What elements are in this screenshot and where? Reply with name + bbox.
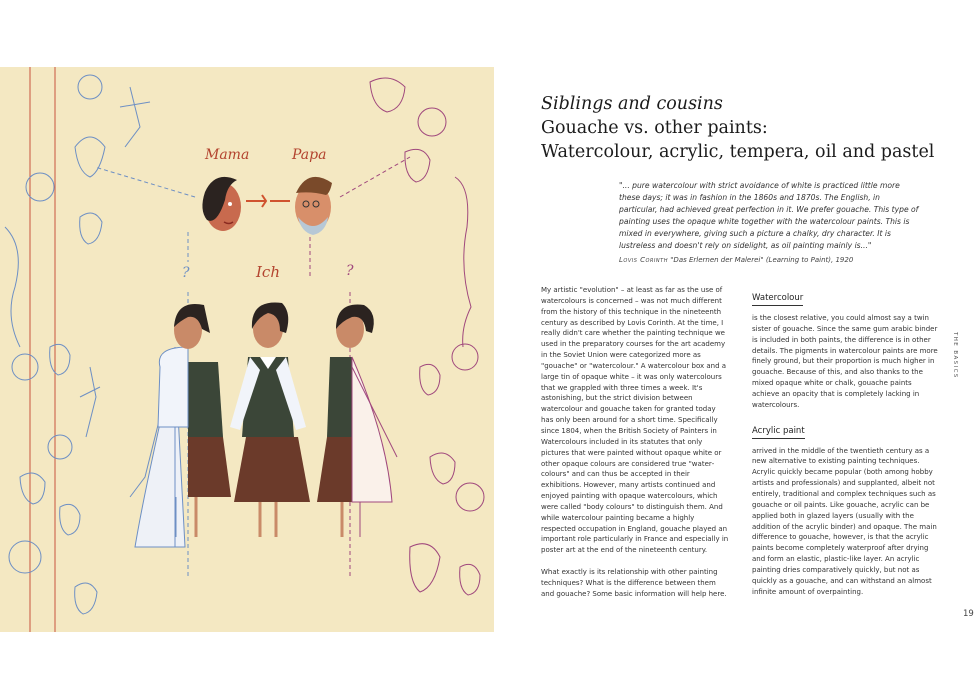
body-paragraph-1: My artistic "evolution" – at least as far as the use of watercolours is concerned – was not much different from the history of this technique in the nineteenth century as described by Lovis Corinth. At the time, I really didn't care whether the painting technique we used in the preparatory courses for the art academy in the Soviet Union were categorized more as "gouache" or "watercolour." A watercolour box and a large tin of opaque white – it was only watercolours that we grappled with three times a week. It's astonishing, but the strict division between watercolour and gouache taken for granted today has only been around for a short time. Specifically since 1804, when the British Society of Painters in Watercolours included in its statutes that only pictures that were painted without opaque white or other opaque colours are considered true "watercolours" and can thus be accepted in their exhibitions. However, many artists continued and enjoyed painting with opaque watercolours, which were called "body colours" to distinguish them. And while watercolour painting became a highly respected occupation in England, gouache played an important role particularly in France and especially in poster art at the end of the nineteenth century.: [541, 286, 729, 555]
girl-left: [130, 304, 231, 547]
watercolour-paragraph: is the closest relative, you could almost say a twin sister of gouache. Since the same gum arabic binder is included in both paints, the difference is in other details. The pigments in watercolour paints are more finely ground, but their proportion is much higher in gouache. Because of this, and also thanks to the mixed opaque white or chalk, gouache paints achieve an opacity that is completely lacking in watercolours.: [752, 314, 938, 409]
title-line-1: Siblings and cousins: [541, 94, 723, 114]
mama-face: [202, 177, 241, 231]
section-side-label: THE BASICS: [952, 332, 958, 379]
girl-middle: [230, 303, 310, 537]
quote-text: "... pure watercolour with strict avoidance of white is practiced little more these days; it was in fashion in the 1860s and 1870s. The English, in particular, had achieved great perfection in it. We prefer gouache. This type of painting uses the opaque white together with the watercolour paints. This is mixed in everywhere, giving such a picture a chalky, dry character. It is lustreless and doesn't rely on sidelight, as oil painting mainly is...": [619, 181, 919, 250]
question-mark-left: ?: [182, 265, 190, 281]
papa-face: [295, 177, 332, 235]
label-mama: Mama: [205, 147, 250, 163]
heading-watercolour: Watercolour: [752, 293, 803, 306]
quote-source: [619, 255, 919, 265]
label-ich: Ich: [256, 263, 280, 281]
question-mark-right: ?: [346, 263, 354, 279]
body-column-right: [752, 285, 940, 604]
chapter-title: [541, 92, 941, 164]
girl-right: [317, 305, 397, 538]
quote-source-name: Lovis Corinth: [619, 256, 668, 264]
label-papa: Papa: [292, 147, 327, 163]
title-line-2: Gouache vs. other paints:: [541, 118, 768, 138]
epigraph-quote: [619, 180, 919, 265]
quote-source-title: "Das Erlernen der Malerei" (Learning to Paint), 1920: [670, 256, 854, 264]
illustration-panel: [0, 67, 494, 632]
body-column-left: [541, 285, 729, 611]
page-number: 19: [963, 609, 974, 619]
acrylic-paragraph: arrived in the middle of the twentieth century as a new alternative to existing painting techniques. Acrylic quickly became popular (both among hobby artists and professionals) and supplanted, albeit not entirely, traditional and complex techniques such as gouache or oil paints. Like gouache, acrylic can be applied both in glazed layers (usually with the addition of the acrylic binder) and opaque. The main difference to gouache, however, is that the acrylic paints become completely waterproof after drying and form an elastic, plastic-like layer. An acrylic painting dries comparatively quickly, but not as quickly as a gouache, and can withstand an almost infinite amount of overpainting.: [752, 446, 937, 596]
title-line-3: Watercolour, acrylic, tempera, oil and pastel: [541, 142, 935, 162]
body-paragraph-2: What exactly is its relationship with other painting techniques? What is the difference between them and gouache? Some basic information will help here.: [541, 568, 727, 598]
heading-acrylic: Acrylic paint: [752, 426, 805, 439]
